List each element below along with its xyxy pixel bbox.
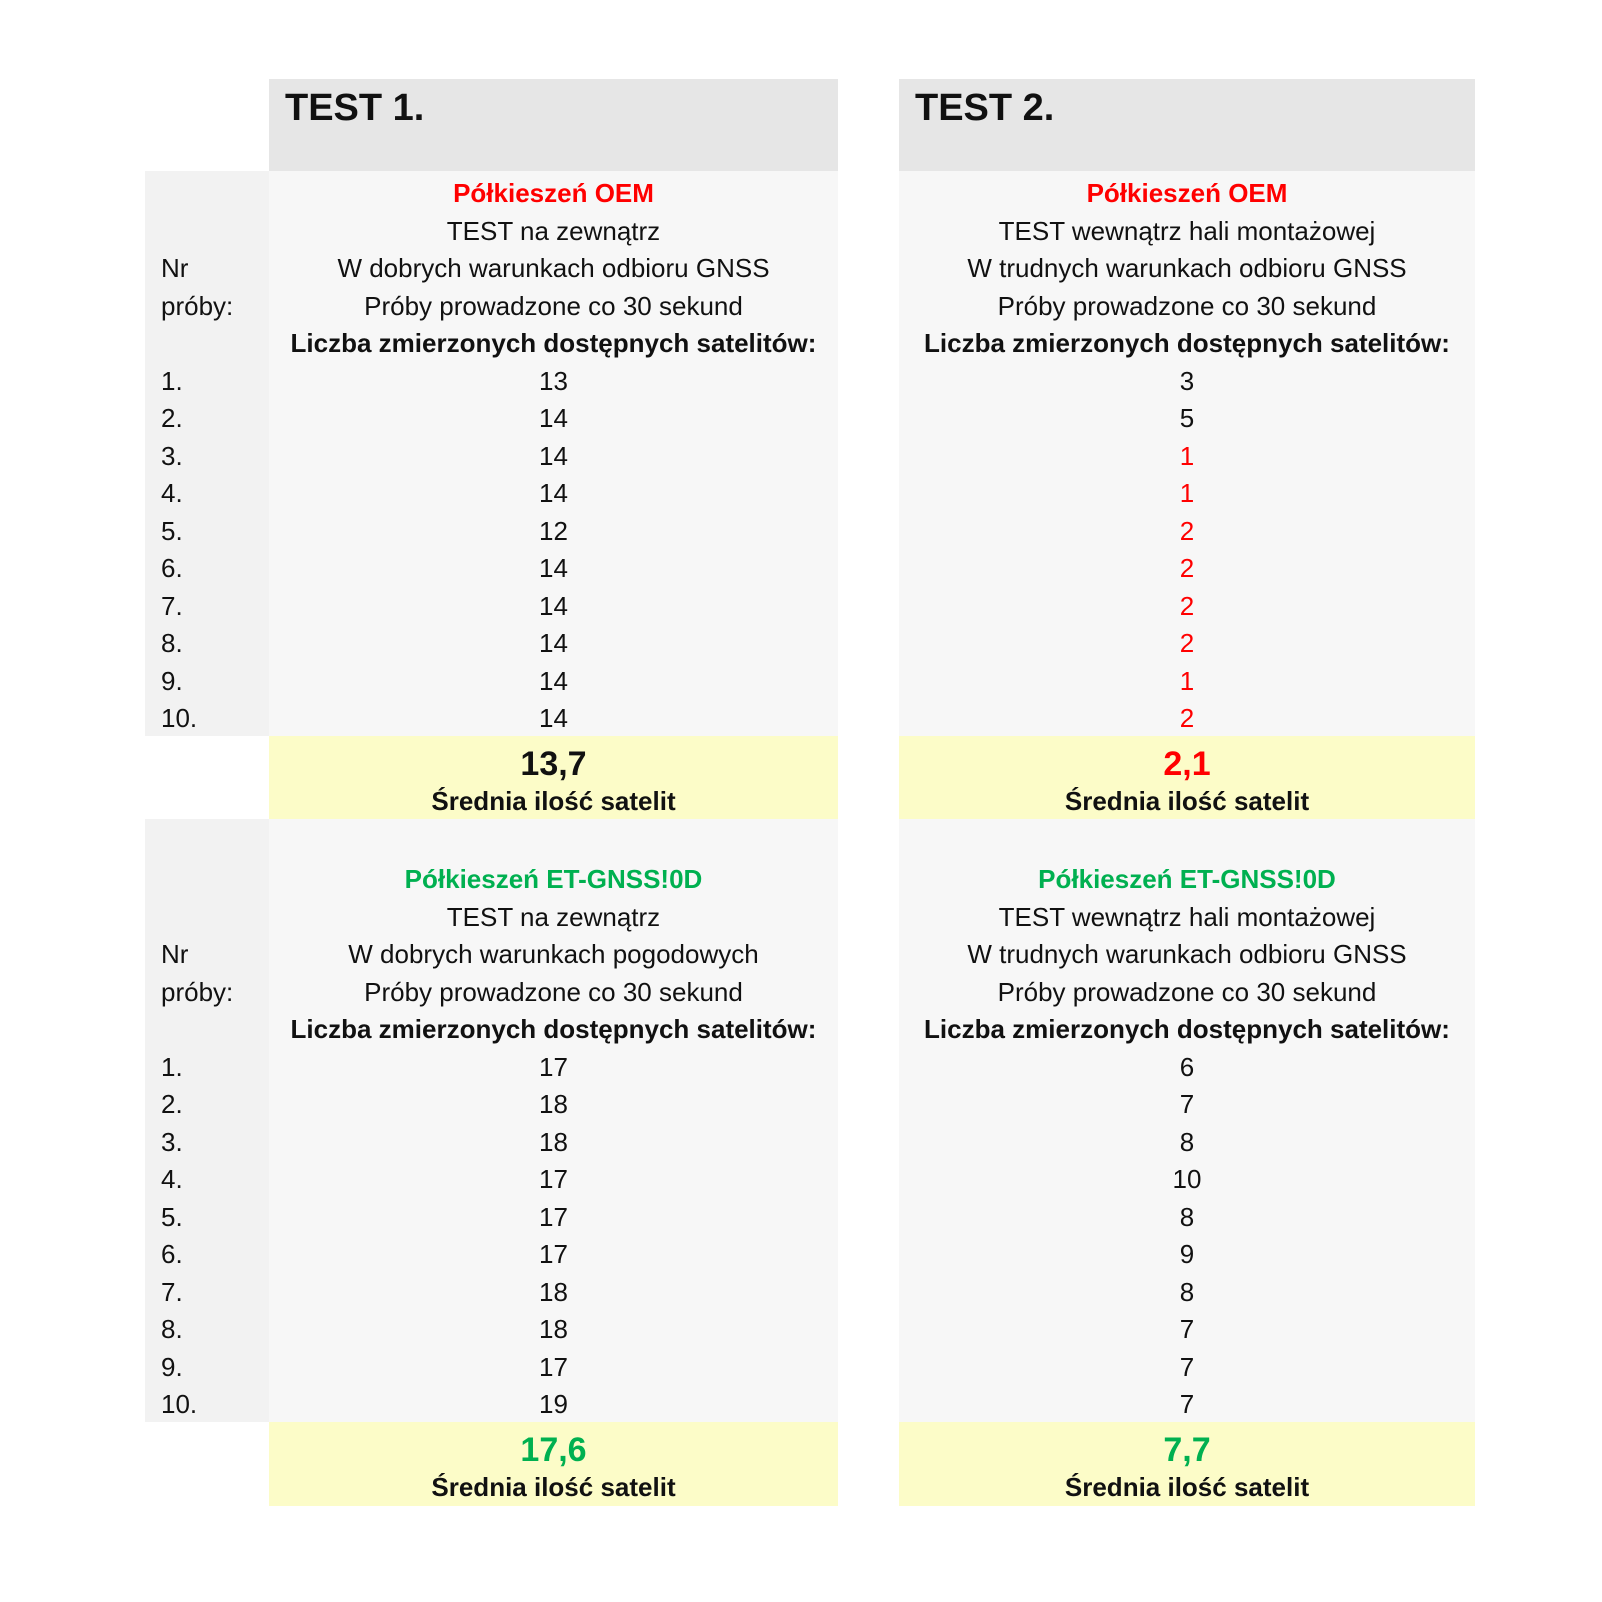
test-location: TEST wewnątrz hali montażowej bbox=[998, 901, 1376, 932]
satellite-count-header: Liczba zmierzonych dostępnych satelitów: bbox=[290, 328, 817, 358]
satellite-count-value: 18 bbox=[539, 1314, 568, 1344]
satellite-count-value: 18 bbox=[539, 1089, 568, 1119]
average-label: Średnia ilość satelit bbox=[1064, 1472, 1310, 1502]
average-value: 13,7 bbox=[520, 745, 587, 783]
test-location: TEST wewnątrz hali montażowej bbox=[998, 215, 1376, 246]
average-label: Średnia ilość satelit bbox=[431, 786, 676, 816]
satellite-count-value: 17 bbox=[539, 1239, 568, 1269]
average-value: 7,7 bbox=[1163, 1431, 1211, 1469]
device-name: Półkieszeń OEM bbox=[453, 178, 654, 208]
average-box bbox=[269, 1422, 838, 1506]
satellite-count-value: 8 bbox=[1179, 1126, 1195, 1157]
sample-number-column bbox=[145, 819, 269, 1422]
satellite-count-header: Liczba zmierzonych dostępnych satelitów: bbox=[924, 328, 1450, 358]
sample-number: 1. bbox=[161, 365, 183, 396]
satellite-count-value: 17 bbox=[539, 1051, 568, 1082]
test-conditions: W dobrych warunkach pogodowych bbox=[348, 939, 759, 969]
nr-label: Nr bbox=[161, 253, 189, 283]
satellite-count-value: 14 bbox=[539, 665, 568, 696]
average-value: 17,6 bbox=[520, 1431, 587, 1469]
satellite-count-value: 14 bbox=[539, 440, 568, 471]
sample-number: 10. bbox=[161, 1389, 198, 1419]
satellite-count-value: 5 bbox=[1179, 403, 1195, 433]
satellite-count-value: 17 bbox=[539, 1164, 568, 1194]
proby-label: próby: bbox=[161, 976, 234, 1007]
satellite-count-value: 2 bbox=[1179, 703, 1195, 733]
sample-number: 9. bbox=[161, 665, 183, 696]
satellite-count-value: 14 bbox=[539, 703, 568, 733]
sample-number: 5. bbox=[161, 515, 183, 546]
sample-number: 1. bbox=[161, 1051, 183, 1082]
test-interval: Próby prowadzone co 30 sekund bbox=[997, 290, 1377, 321]
satellite-count-value: 18 bbox=[539, 1276, 568, 1307]
average-value: 2,1 bbox=[1163, 745, 1211, 783]
average-box bbox=[899, 736, 1475, 820]
sample-number: 7. bbox=[161, 1276, 183, 1307]
sample-number: 10. bbox=[161, 703, 198, 733]
sample-number: 4. bbox=[161, 1164, 183, 1194]
panel-test-2 bbox=[899, 819, 1475, 1422]
sample-number: 4. bbox=[161, 478, 183, 508]
sample-number: 2. bbox=[161, 1089, 183, 1119]
satellite-count-value: 7 bbox=[1179, 1351, 1195, 1382]
sample-number: 6. bbox=[161, 553, 183, 583]
average-box bbox=[899, 1422, 1475, 1506]
device-name: Półkieszeń OEM bbox=[1086, 178, 1288, 208]
satellite-count-value: 1 bbox=[1179, 478, 1195, 508]
test-1-header bbox=[269, 79, 838, 171]
sample-number: 8. bbox=[161, 628, 183, 658]
satellite-count-value: 2 bbox=[1179, 590, 1195, 621]
satellite-count-value: 13 bbox=[539, 365, 568, 396]
test-2-header bbox=[899, 79, 1475, 171]
satellite-count-value: 12 bbox=[539, 515, 568, 546]
test-2-title: TEST 2. bbox=[915, 87, 1055, 129]
satellite-count-value: 2 bbox=[1179, 628, 1195, 658]
satellite-count-value: 7 bbox=[1179, 1089, 1195, 1119]
panel-test-2 bbox=[899, 171, 1475, 736]
device-name: Półkieszeń ET-GNSS!0D bbox=[404, 864, 703, 894]
test-conditions: W dobrych warunkach odbioru GNSS bbox=[337, 253, 770, 283]
sample-number: 7. bbox=[161, 590, 183, 621]
satellite-count-value: 1 bbox=[1179, 440, 1195, 471]
average-box bbox=[269, 736, 838, 820]
satellite-count-value: 14 bbox=[539, 478, 568, 508]
sample-number: 6. bbox=[161, 1239, 183, 1269]
satellite-count-value: 10 bbox=[1172, 1164, 1202, 1194]
satellite-count-value: 8 bbox=[1179, 1201, 1195, 1232]
test-1-title: TEST 1. bbox=[285, 87, 425, 129]
proby-label: próby: bbox=[161, 290, 234, 321]
satellite-count-value: 18 bbox=[539, 1126, 568, 1157]
sample-number: 2. bbox=[161, 403, 183, 433]
sample-number: 9. bbox=[161, 1351, 183, 1382]
satellite-count-value: 9 bbox=[1179, 1239, 1195, 1269]
test-conditions: W trudnych warunkach odbioru GNSS bbox=[967, 253, 1407, 283]
satellite-count-value: 7 bbox=[1179, 1389, 1195, 1419]
satellite-count-value: 8 bbox=[1179, 1276, 1195, 1307]
test-interval: Próby prowadzone co 30 sekund bbox=[997, 976, 1377, 1007]
panel-test-1 bbox=[269, 819, 838, 1422]
nr-label: Nr bbox=[161, 939, 189, 969]
satellite-count-value: 1 bbox=[1179, 665, 1195, 696]
sample-number-column bbox=[145, 171, 269, 736]
test-location: TEST na zewnątrz bbox=[446, 901, 661, 932]
satellite-count-value: 7 bbox=[1179, 1314, 1195, 1344]
sample-number: 3. bbox=[161, 1126, 183, 1157]
satellite-count-value: 14 bbox=[539, 403, 568, 433]
panel-test-1 bbox=[269, 171, 838, 736]
average-label: Średnia ilość satelit bbox=[431, 1472, 676, 1502]
sample-number: 8. bbox=[161, 1314, 183, 1344]
test-location: TEST na zewnątrz bbox=[446, 215, 661, 246]
satellite-count-value: 14 bbox=[539, 628, 568, 658]
device-name: Półkieszeń ET-GNSS!0D bbox=[1038, 864, 1336, 894]
test-interval: Próby prowadzone co 30 sekund bbox=[364, 976, 743, 1007]
satellite-count-value: 6 bbox=[1179, 1051, 1195, 1082]
satellite-count-value: 2 bbox=[1179, 553, 1195, 583]
satellite-count-value: 17 bbox=[539, 1351, 568, 1382]
satellite-count-header: Liczba zmierzonych dostępnych satelitów: bbox=[290, 1014, 817, 1044]
sample-number: 5. bbox=[161, 1201, 183, 1232]
satellite-count-value: 14 bbox=[539, 553, 568, 583]
satellite-count-value: 2 bbox=[1179, 515, 1195, 546]
test-conditions: W trudnych warunkach odbioru GNSS bbox=[967, 939, 1407, 969]
satellite-count-value: 17 bbox=[539, 1201, 568, 1232]
satellite-count-value: 14 bbox=[539, 590, 568, 621]
satellite-count-value: 3 bbox=[1179, 365, 1195, 396]
sample-number: 3. bbox=[161, 440, 183, 471]
satellite-count-value: 19 bbox=[539, 1389, 568, 1419]
average-label: Średnia ilość satelit bbox=[1064, 786, 1310, 816]
test-interval: Próby prowadzone co 30 sekund bbox=[364, 290, 743, 321]
satellite-count-header: Liczba zmierzonych dostępnych satelitów: bbox=[924, 1014, 1450, 1044]
